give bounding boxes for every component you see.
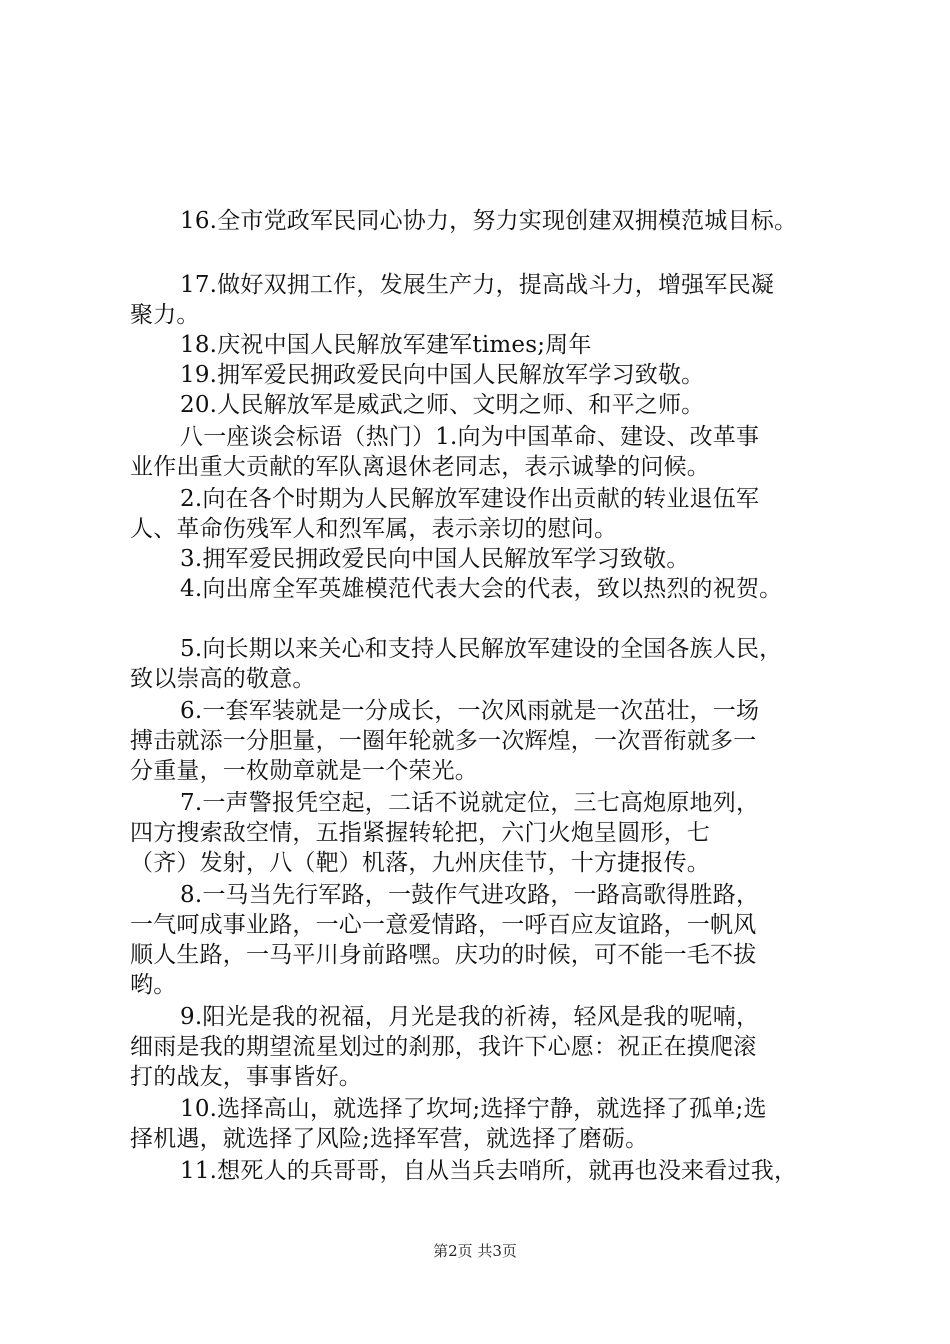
page-footer: 第2页 共3页 [433,1242,517,1260]
text-line: 八一座谈会标语（热门）1.向为中国革命、建设、改革事 [180,424,760,450]
text-line: 5.向长期以来关心和支持人民解放军建设的全国各族人民， [180,636,783,662]
text-line: 20.人民解放军是威武之师、文明之师、和平之师。 [180,392,705,418]
text-line: 10.选择高山，就选择了坎坷;选择宁静，就选择了孤单;选 [180,1096,767,1122]
text-line: 业作出重大贡献的军队离退休老同志，表示诚挚的问候。 [130,454,710,480]
text-line: 顺人生路，一马平川身前路嘿。庆功的时候，可不能一毛不拔 [130,942,757,968]
text-line: 哟。 [130,972,177,998]
text-line: 择机遇，就选择了风险;选择军营，就选择了磨砺。 [130,1126,649,1152]
text-line: 一气呵成事业路，一心一意爱情路，一呼百应友谊路，一帆风 [130,912,757,938]
text-line: 细雨是我的期望流星划过的刹那，我许下心愿：祝正在摸爬滚 [130,1034,757,1060]
text-line: 搏击就添一分胆量，一圈年轮就多一次辉煌，一次晋衔就多一 [130,728,757,754]
text-line: 分重量，一枚勋章就是一个荣光。 [130,758,478,784]
text-line: 聚力。 [130,302,200,328]
text-line: 2.向在各个时期为人民解放军建设作出贡献的转业退伍军 [180,486,760,512]
text-line: 致以崇高的敬意。 [130,666,316,692]
text-line: 9.阳光是我的祝福，月光是我的祈祷，轻风是我的呢喃， [180,1004,760,1030]
text-line: 6.一套军装就是一分成长，一次风雨就是一次茁壮，一场 [180,698,760,724]
text-line: 3.拥军爱民拥政爱民向中国人民解放军学习致敬。 [180,546,690,572]
text-line: 4.向出席全军英雄模范代表大会的代表，致以热烈的祝贺。 [180,576,783,602]
text-line: 18.庆祝中国人民解放军建军times;周年 [180,332,592,358]
text-line: 打的战友，事事皆好。 [130,1064,362,1090]
text-line: 人、革命伤残军人和烈军属，表示亲切的慰问。 [130,516,618,542]
text-line: 四方搜索敌空情，五指紧握转轮把，六门火炮呈圆形，七 [130,820,710,846]
text-line: 19.拥军爱民拥政爱民向中国人民解放军学习致敬。 [180,362,705,388]
text-line: 11.想死人的兵哥哥，自从当兵去哨所，就再也没来看过我， [180,1158,798,1184]
text-line: 16.全市党政军民同心协力，努力实现创建双拥模范城目标。 [180,208,798,234]
text-line: 8.一马当先行军路，一鼓作气进攻路，一路高歌得胜路， [180,882,760,908]
text-line: 17.做好双拥工作，发展生产力，提高战斗力，增强军民凝 [180,272,774,298]
text-line: （齐）发射，八（靶）机落，九州庆佳节，十方捷报传。 [130,850,710,876]
text-line: 7.一声警报凭空起，二话不说就定位，三七高炮原地列， [180,790,760,816]
